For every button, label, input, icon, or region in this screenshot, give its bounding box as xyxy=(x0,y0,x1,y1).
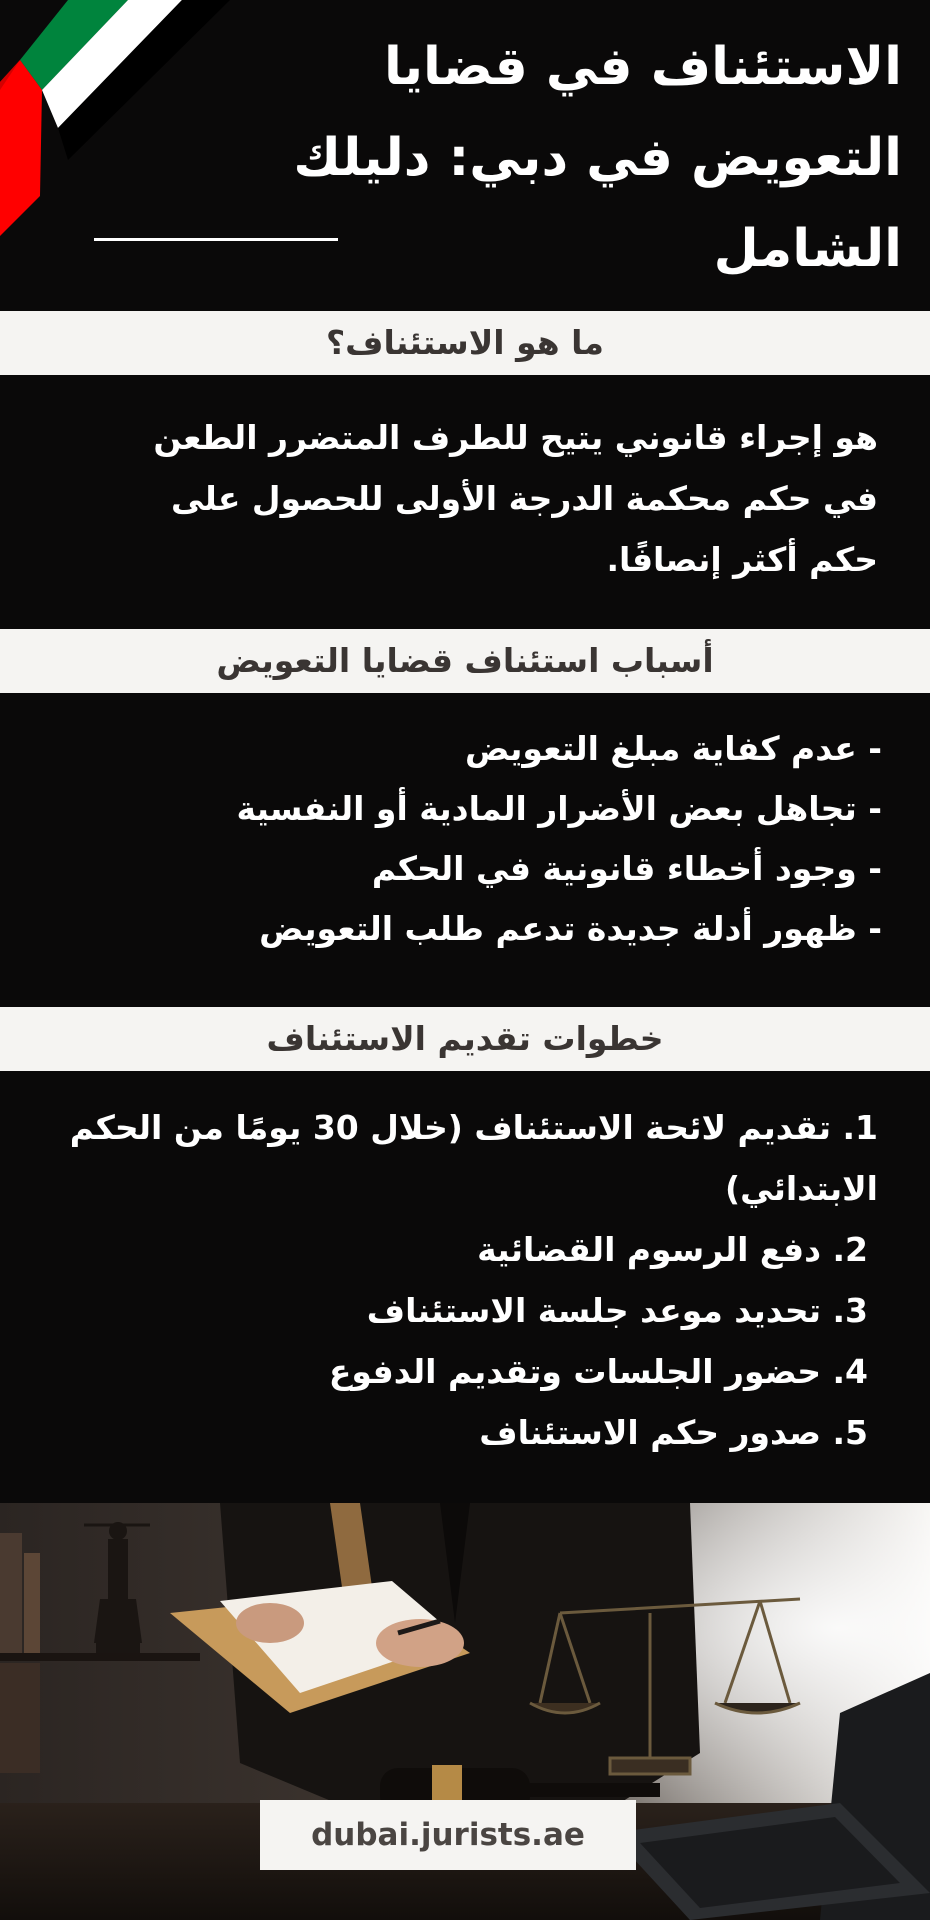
section-heading-what-is: ما هو الاستئناف؟ xyxy=(0,311,930,375)
list-item: - تجاهل بعض الأضرار المادية أو النفسية xyxy=(236,789,882,828)
title-divider xyxy=(94,238,338,241)
list-item: 2. دفع الرسوم القضائية xyxy=(477,1230,868,1269)
website-link[interactable]: dubai.jurists.ae xyxy=(260,1800,636,1870)
page-title: الاستئناف في قضايا التعويض في دبي: دليلك الشامل xyxy=(293,37,902,279)
list-item: - ظهور أدلة جديدة تدعم طلب التعويض xyxy=(259,909,882,948)
hero-header xyxy=(0,0,930,310)
section-heading-reasons: أسباب استئناف قضايا التعويض xyxy=(0,629,930,693)
definition-text: هو إجراء قانوني يتيح للطرف المتضرر الطعن في حكم محكمة الدرجة الأولى للحصول على حكم أكثر إنصافًا. xyxy=(153,418,878,579)
list-item: 4. حضور الجلسات وتقديم الدفوع xyxy=(328,1352,868,1391)
list-item: 1. تقديم لائحة الاستئناف (خلال 30 يومًا من الحكم الابتدائي) xyxy=(69,1108,878,1208)
section-heading-steps: خطوات تقديم الاستئناف xyxy=(0,1007,930,1071)
section-panel-what-is xyxy=(0,375,930,629)
section-panel-steps xyxy=(0,1071,930,1503)
section-panel-reasons xyxy=(0,693,930,1007)
list-item: 3. تحديد موعد جلسة الاستئناف xyxy=(366,1291,868,1330)
list-item: - وجود أخطاء قانونية في الحكم xyxy=(371,849,882,888)
list-item: 5. صدور حكم الاستئناف xyxy=(479,1413,868,1452)
list-item: - عدم كفاية مبلغ التعويض xyxy=(465,729,882,768)
steps-list xyxy=(58,1097,878,1463)
reasons-list xyxy=(62,719,882,959)
